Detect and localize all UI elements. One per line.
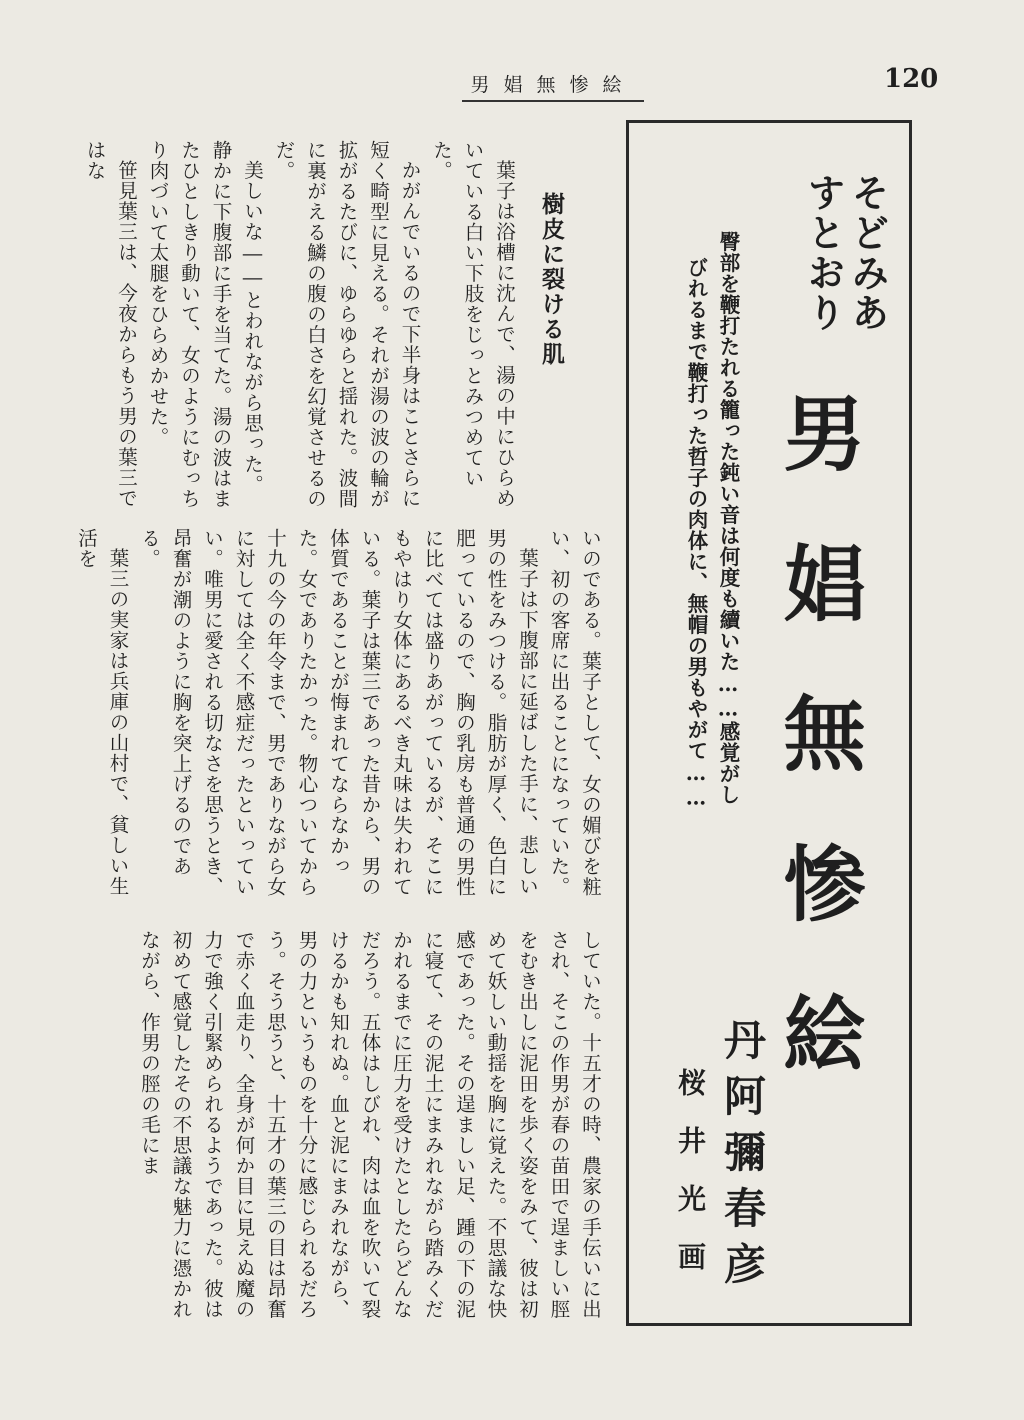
section-heading: 樹皮に裂ける肌 <box>538 192 565 367</box>
paragraph: かがんでいるので下半身はことさらに短く畸型に見える。それが湯の波の輪が拡がるたびに、ゆらゆらと揺れた。波間に裏がえる鱗の腹の白さを幻覚させるのだ。 <box>272 140 422 509</box>
lead-line-2: びれるまで鞭打った哲子の肉体に、無帽の男もやがて…… <box>684 257 708 810</box>
page-number: 120 <box>884 64 939 94</box>
illustrator: 桜井光画 <box>674 1068 707 1300</box>
title-box <box>626 120 912 1326</box>
running-header: 男娼無惨絵 <box>462 70 644 102</box>
paragraph: 美しいな――とわれながら思った。静かに下腹部に手を当てた。湯の波はまたひとしきり動いて、女のようにむっちり肉づいて太腿をひらめかせた。 <box>146 140 264 509</box>
body-block-bottom-right <box>138 930 606 1325</box>
lead-line-1: 臀部を鞭打たれる籠った鈍い音は何度も續いた……感覚がし <box>716 231 740 805</box>
ruby-line-1: そどみあ <box>845 173 890 333</box>
ruby-line-2: すとおり <box>801 173 846 333</box>
author: 丹阿彌春彦 <box>718 1018 767 1298</box>
paragraph: 葉子は浴槽に沈んで、湯の中にひらめいている白い下肢をじっとみつめていた。 <box>430 140 516 508</box>
body-block-bottom-left <box>75 528 606 912</box>
paragraph: いのである。葉子として、女の媚びを粧い、初の客席に出ることになっていた。 <box>547 528 602 897</box>
paragraph: 笹見葉三は、今夜からもう男の葉三ではな <box>83 140 138 508</box>
paragraph: 葉子は下腹部に延ばした手に、悲しい男の性をみつける。脂肪が厚く、色白に肥っているので、胸の乳房も普通の男性に比べては盛りあがっているが、そこにもやはり女体にあるべき丸味は失われている。葉子は葉三であった昔から、男の体質であることが悔まれてならなかった。女でありたかった。物心ついてから十九の今の年令まで、男でありながら女に対しては全く不感症だったといっていい。唯男に愛される切なさを思うとき、昂奮が潮のように胸を突上げるのである。 <box>138 528 539 897</box>
paragraph: 葉三の実家は兵庫の山村で、貧しい生活を <box>75 528 130 896</box>
title: 男娼無惨絵 <box>770 391 866 1141</box>
body-block-top-left <box>83 140 520 510</box>
paragraph: していた。十五才の時、農家の手伝いに出され、そこの作男が春の苗田で逞ましい脛をむき出しに泥田を歩く姿をみて、彼は初めて妖しい動揺を胸に覚えた。不思議な快感であった。その逞ましい足、踵の下の泥に寝て、その泥土にまみれながら踏みくだかれるまでに圧力を受けたとしたらどんなだろう。五体はしびれ、肉は血を吹いて裂けるかも知れぬ。血と泥にまみれながら、男の力というものを十分に感じられるだろう。そう思うと、十五才の葉三の目は昂奮で赤く血走り、全身が何か目に見えぬ魔の力で強く引緊められるようであった。彼は初めて感覚したその不思議な魅力に憑かれながら、作男の脛の毛にま <box>138 930 602 1320</box>
